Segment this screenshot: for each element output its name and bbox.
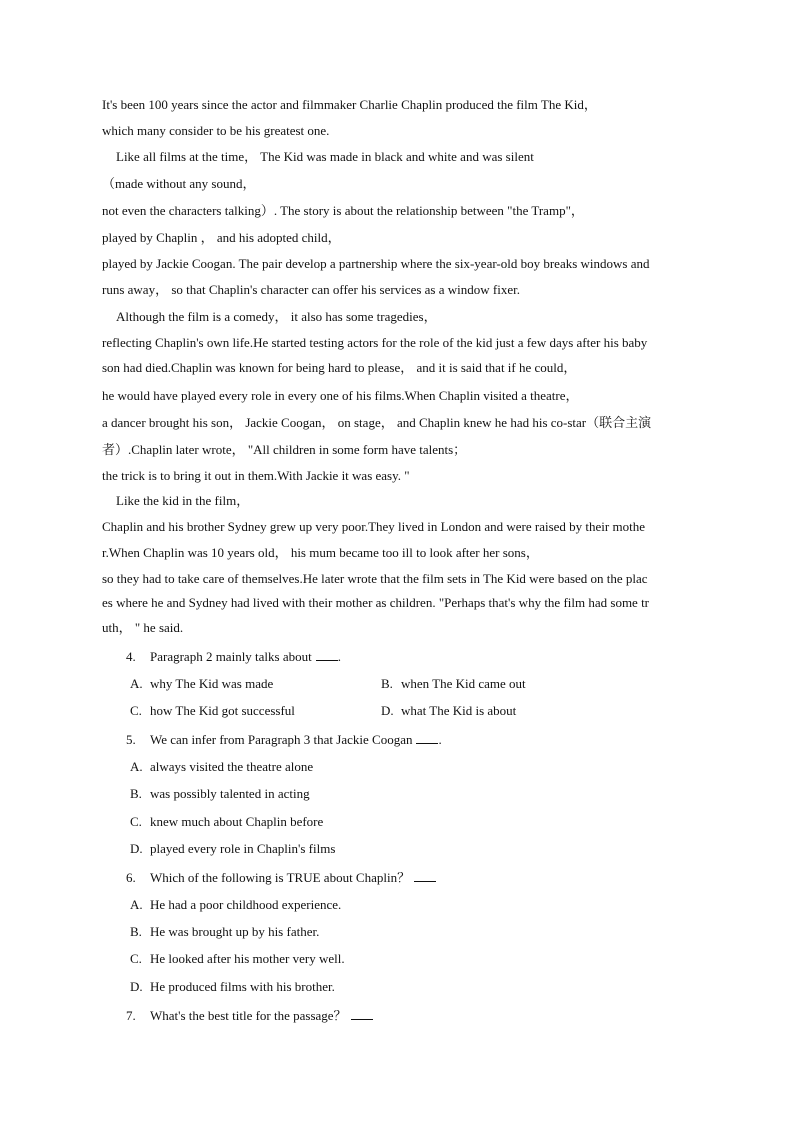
- answer-blank[interactable]: [316, 648, 338, 661]
- option-text: He produced films with his brother.: [150, 979, 335, 994]
- question-text: What's the best title for the passage？: [150, 1008, 347, 1023]
- option-text: was possibly talented in acting: [150, 786, 310, 801]
- option-letter: B.: [381, 676, 393, 691]
- option-text: He looked after his mother very well.: [150, 951, 345, 966]
- option-4c[interactable]: [130, 703, 295, 719]
- passage-line: Although the film is a comedy， it also has some tragedies，: [116, 309, 437, 324]
- answer-blank[interactable]: [416, 731, 438, 744]
- passage-line: he would have played every role in every one of his films.When Chaplin visited a theatre，: [102, 388, 579, 403]
- option-6c[interactable]: [130, 951, 345, 967]
- option-5a[interactable]: [130, 759, 313, 775]
- question-number: 4.: [126, 649, 136, 664]
- passage-line: Chaplin and his brother Sydney grew up very poor.They lived in London and were raised by their mothe: [102, 519, 645, 534]
- option-6a[interactable]: [130, 897, 341, 913]
- passage-line: 者）.Chaplin later wrote， "All children in some form have talents；: [102, 442, 467, 457]
- question-7: [126, 1007, 373, 1024]
- option-5c[interactable]: [130, 814, 323, 830]
- passage-line: not even the characters talking）. The story is about the relationship between "the Tramp"，: [102, 203, 584, 218]
- passage-line: the trick is to bring it out in them.With Jackie it was easy. ": [102, 468, 410, 483]
- option-letter: C.: [130, 951, 142, 966]
- passage-line: （made without any sound，: [102, 176, 256, 191]
- option-text: played every role in Chaplin's films: [150, 841, 336, 856]
- option-4d[interactable]: [381, 703, 516, 719]
- option-letter: D.: [381, 703, 394, 718]
- answer-blank[interactable]: [414, 869, 436, 882]
- option-letter: A.: [130, 676, 143, 691]
- option-text: when The Kid came out: [401, 676, 526, 691]
- passage-line: It's been 100 years since the actor and filmmaker Charlie Chaplin produced the film The Kid，: [102, 97, 597, 112]
- question-end: .: [438, 732, 442, 747]
- option-letter: D.: [130, 841, 143, 856]
- passage-line: played by Chaplin ， and his adopted child，: [102, 230, 341, 245]
- question-number: 6.: [126, 870, 136, 885]
- option-letter: B.: [130, 924, 142, 939]
- option-text: how The Kid got successful: [150, 703, 295, 718]
- question-text: Paragraph 2 mainly talks about: [150, 649, 312, 664]
- passage-line: son had died.Chaplin was known for being hard to please， and it is said that if he could，: [102, 360, 577, 375]
- option-letter: D.: [130, 979, 143, 994]
- option-letter: A.: [130, 897, 143, 912]
- question-end: .: [337, 649, 341, 664]
- passage-line: a dancer brought his son， Jackie Coogan， on stage， and Chaplin knew he had his co-star（联合主演: [102, 415, 652, 430]
- option-text: knew much about Chaplin before: [150, 814, 324, 829]
- passage-line: Like all films at the time， The Kid was made in black and white and was silent: [116, 149, 534, 164]
- option-text: why The Kid was made: [150, 676, 274, 691]
- question-text: Which of the following is TRUE about Chaplin？: [150, 870, 411, 885]
- question-number: 5.: [126, 732, 136, 747]
- question-5: [126, 731, 442, 748]
- question-6: [126, 869, 436, 886]
- option-6d[interactable]: [130, 979, 335, 995]
- option-letter: B.: [130, 786, 142, 801]
- passage-line: which many consider to be his greatest one.: [102, 123, 330, 138]
- passage-line: uth， " he said.: [102, 620, 184, 635]
- option-text: always visited the theatre alone: [150, 759, 314, 774]
- answer-blank[interactable]: [351, 1007, 373, 1020]
- passage-line: played by Jackie Coogan. The pair develop a partnership where the six-year-old boy breaks windows and: [102, 256, 650, 271]
- question-number: 7.: [126, 1008, 136, 1023]
- passage-line: r.When Chaplin was 10 years old， his mum became too ill to look after her sons，: [102, 545, 539, 560]
- option-text: what The Kid is about: [401, 703, 517, 718]
- question-4: [126, 648, 341, 665]
- option-6b[interactable]: [130, 924, 319, 940]
- passage-line: so they had to take care of themselves.He later wrote that the film sets in The Kid were based on the plac: [102, 571, 648, 586]
- option-5b[interactable]: [130, 786, 310, 802]
- passage-line: Like the kid in the film，: [116, 493, 250, 508]
- option-text: He had a poor childhood experience.: [150, 897, 342, 912]
- option-letter: C.: [130, 703, 142, 718]
- passage-line: runs away， so that Chaplin's character can offer his services as a window fixer.: [102, 282, 520, 297]
- option-5d[interactable]: [130, 841, 335, 857]
- question-text: We can infer from Paragraph 3 that Jackie Coogan: [150, 732, 413, 747]
- option-4a[interactable]: [130, 676, 273, 692]
- option-text: He was brought up by his father.: [150, 924, 320, 939]
- passage-line: reflecting Chaplin's own life.He started testing actors for the role of the kid just a few days after his baby: [102, 335, 648, 350]
- option-4b[interactable]: [381, 676, 526, 692]
- option-letter: A.: [130, 759, 143, 774]
- passage-line: es where he and Sydney had lived with their mother as children. "Perhaps that's why the film had some tr: [102, 595, 650, 610]
- option-letter: C.: [130, 814, 142, 829]
